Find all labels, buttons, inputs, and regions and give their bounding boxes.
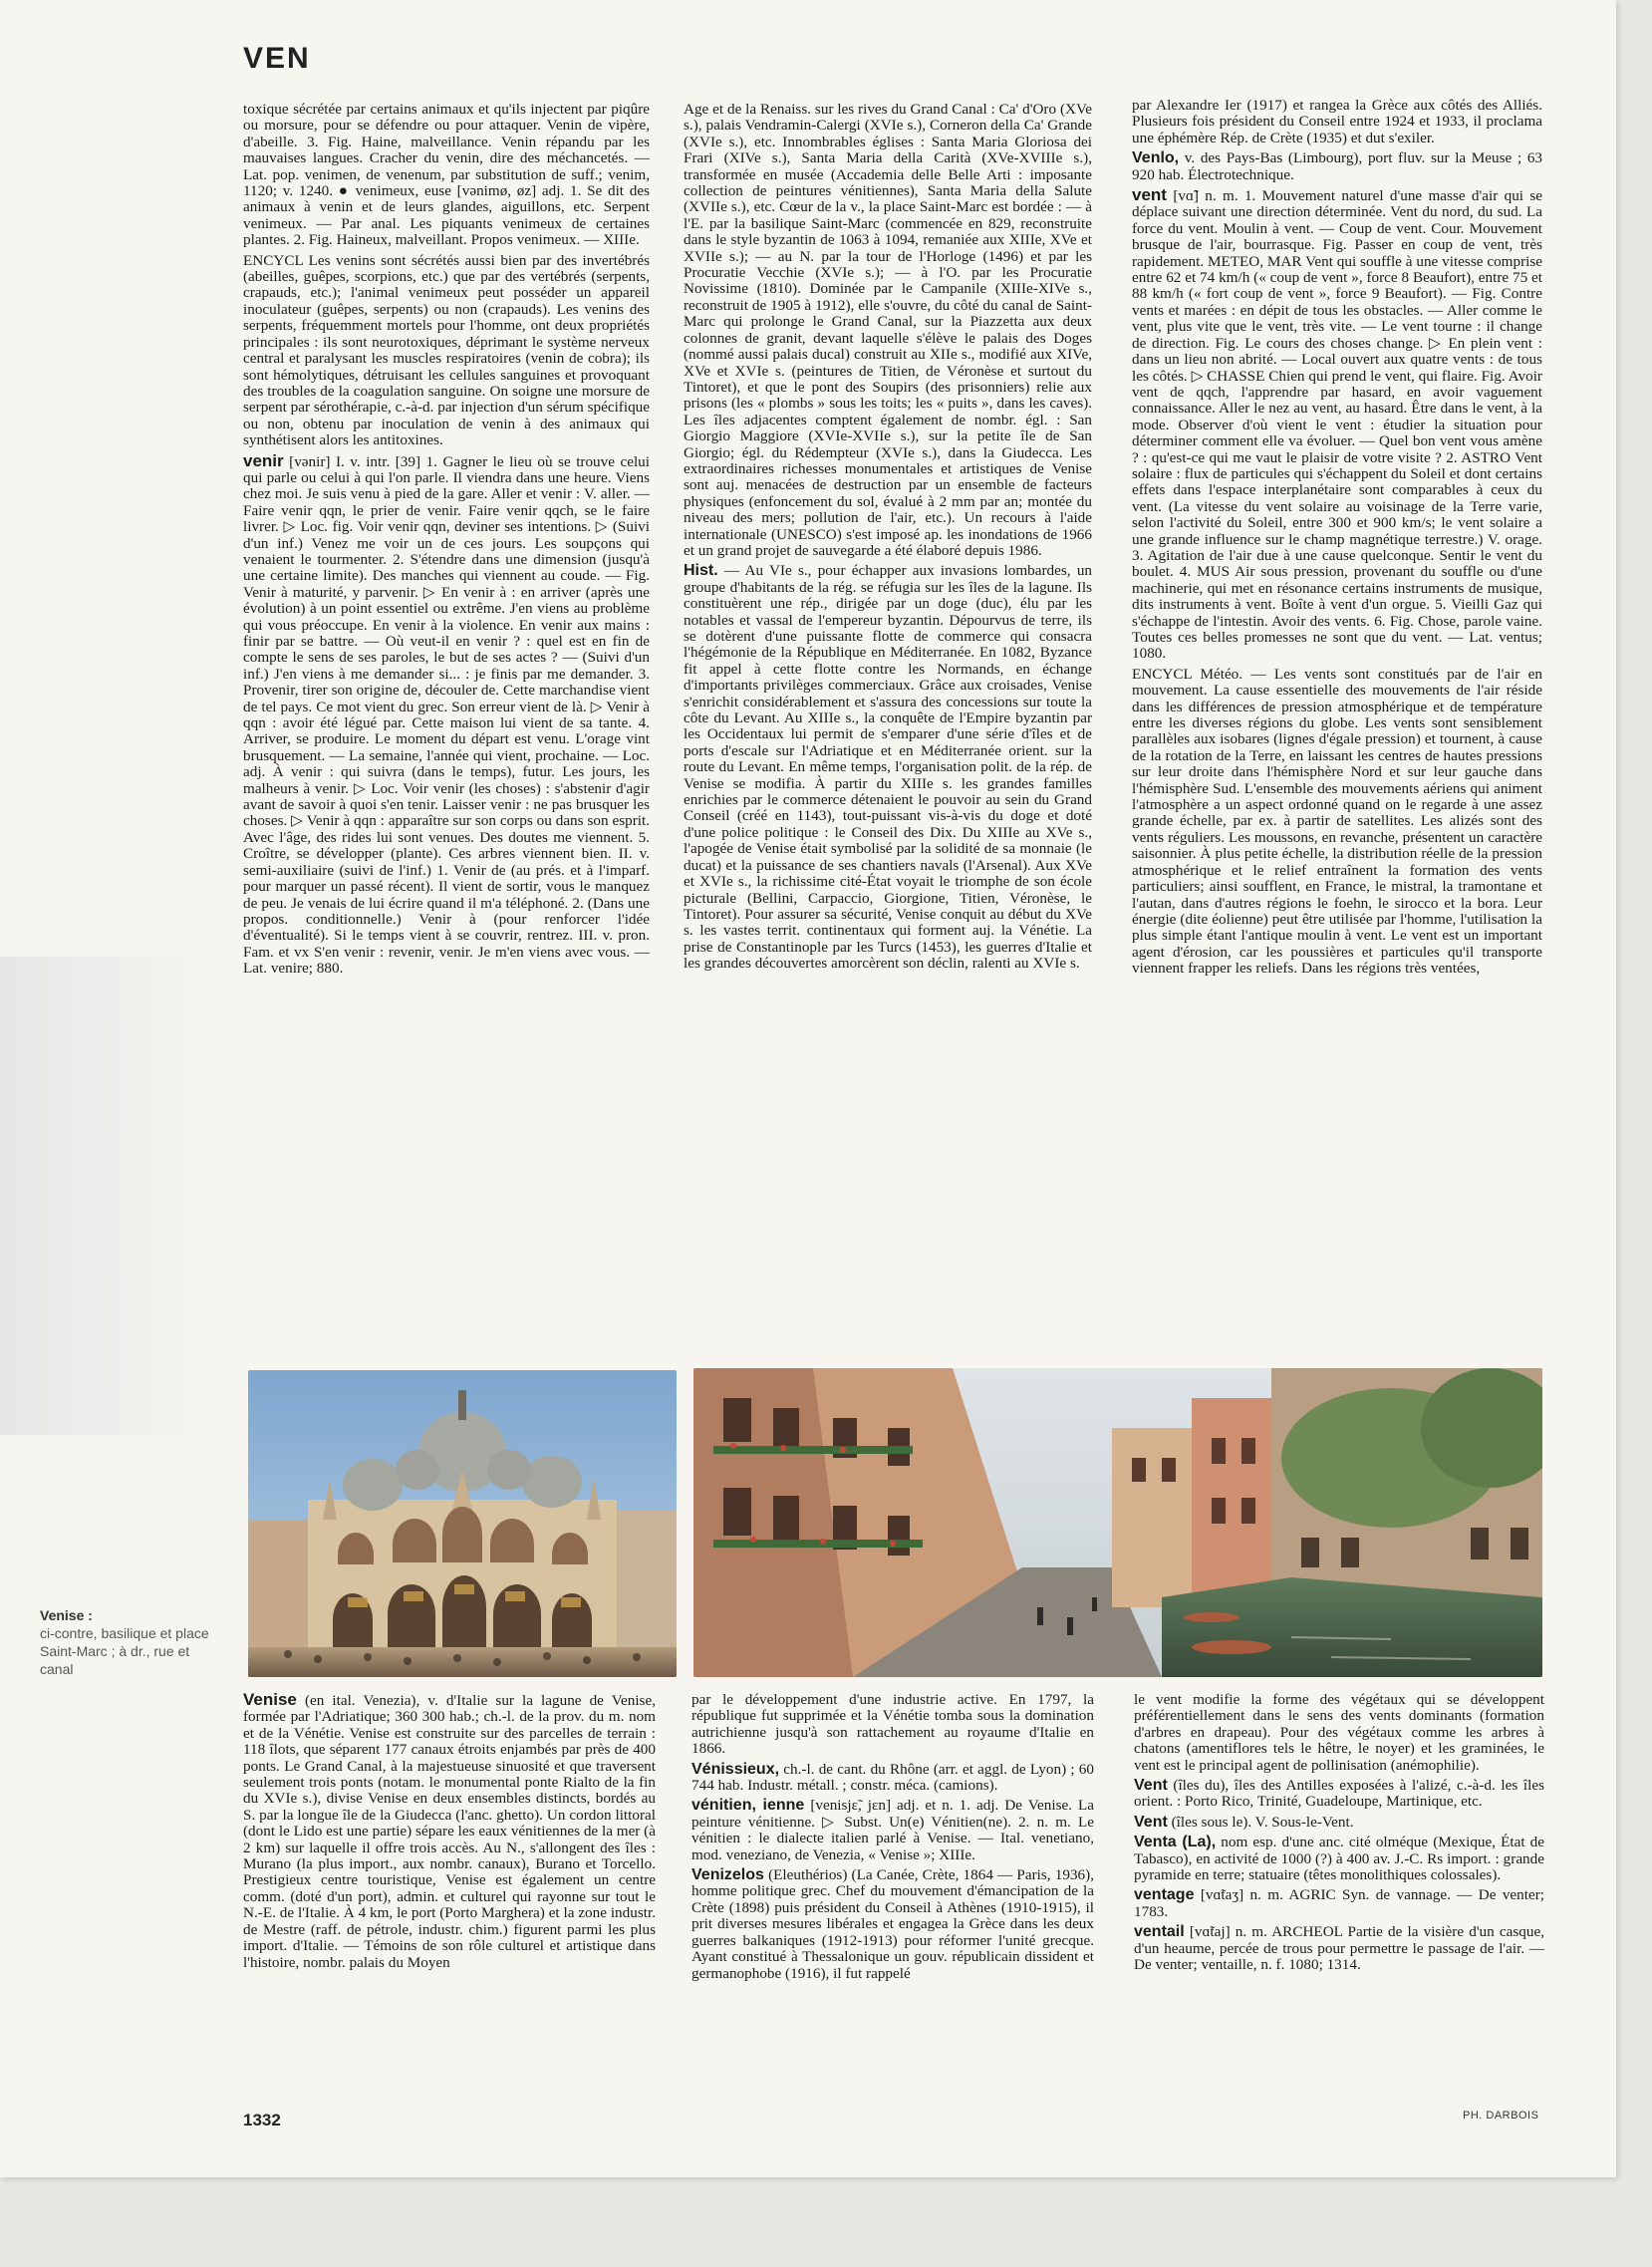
headword-venise: Venise xyxy=(243,1692,297,1709)
venizelos-continued: par Alexandre Ier (1917) et rangea la Grèce aux côtés des Alliés. Plusieurs fois président du Conseil entre 1924 et 1933, il proclama une éphémère Rép. de Crète (1935) et dut s'exiler. xyxy=(1132,98,1542,146)
column-1 xyxy=(243,102,650,1349)
venin-definition-end: toxique sécrétée par certains animaux et qu'ils injectent par piqûre ou morsure, pour se défendre ou pour attaquer. Venin de vipère, d'abeille. 3. Fig. Haine, malveillance. Venin répandu par les mauvaises langues. Cracher du venin, dire des méchancetés. — Lat. pop. venimen, de venenum, par substitution de suff.; venim, 1120; v. 1240. ● venimeux, euse [vənimø, øz] adj. 1. Se dit des animaux à venin et de leurs glandes, aiguillons, etc. Serpent venimeux. — Par anal. Les piquants venimeux de certaines plantes. 2. Fig. Haineux, malveillant. Propos venimeux. — XIIIe. xyxy=(243,102,650,249)
photo-caption xyxy=(40,1606,219,1678)
page-number: 1332 xyxy=(243,2111,281,2129)
ventage-entry xyxy=(1134,1887,1544,1920)
venta-definition: nom esp. d'une anc. cité olméque (Mexique, État de Tabasco), en activité de 1000 (?) à 400 av. J.-C. Rs import. : grande pyramide en terre; statuaire (têtes monolithiques colossales). xyxy=(1134,1834,1544,1884)
venir-definition: [vənir] I. v. intr. [39] 1. Gagner le lieu où se trouve celui qui parle ou celui à qui l'on parle. Il viendra dans une heure. Viens chez moi. Je suis venu à pied de la gare. Aller et venir : V. aller. — Faire venir qqn, le prier de venir. Faire venir qqch, se le faire livrer. ▷ Loc. fig. Voir venir qqn, deviner ses intentions. ▷ (Suivi d'un inf.) Venez me voir un de ces jours. Les soupçons qui venaient le tourmenter. 2. S'étendre dans une dimension (jusqu'à une certaine limite). Des manches qui viennent au coude. — Fig. Venir à maturité, y parvenir. ▷ En venir à : en arriver (après une évolution) à un point essentiel ou extrême. J'en viens au problème qui vous préoccupe. En venir à la violence. En venir aux mains : finir par se battre. — Où veut-il en venir ? : quel est en fin de compte le sens de ses paroles, le but de ses actes ? — (Suivi d'un inf.) J'en viens à me demander si... : je finis par me demander. 3. Provenir, tirer son origine de, découler de. Cette marchandise vient de tel pays. Ce mot vient du grec. Son erreur vient de là. ▷ Venir à qqn : avoir été légué par. Cette maison lui vient de sa tante. 4. Arriver, se produire. Le moment du départ est venu. L'orage vint brusquement. — La semaine, l'année qui vient, prochaine. — Loc. adj. À venir : qui suivra (dans le temps), futur. Les jours, les malheurs à venir. ▷ Loc. Voir venir (les choses) : s'abstenir d'agir avant de savoir à quoi s'en tenir. Laisser venir : ne pas brusquer les choses. ▷ Venir à qqn : apparaître sur son corps ou dans son esprit. Avec l'âge, des rides lui sont venues. Des doutes me viennent. 5. Croître, se développer (plante). Ces arbres viennent bien. II. v. semi-auxiliaire (suivi de l'inf.) 1. Venir de (au prés. et à l'imparf. pour marquer un passé récent). Il vient de sortir, vous le manquez de peu. Je venais de lui écrire quand il m'a téléphoné. 2. (Dans une propos. conditionnelle.) Venir à (pour renforcer l'idée d'éventualité). Si le temps vient à se couvrir, rentrez. III. v. pron. Fam. et vx S'en venir : revenir, venir. Je m'en viens avec vous. — Lat. venire; 880. xyxy=(243,452,650,978)
ventail-entry xyxy=(1134,1924,1544,1973)
canal-illustration xyxy=(693,1368,1542,1677)
vent-iles-du-definition: (îles du), îles des Antilles exposées à l'alizé, c.-à-d. les îles orient. : Porto Rico, Trinité, Guadeloupe, Martinique, etc. xyxy=(1134,1777,1544,1811)
venitien-definition: [venisjɛ̃, jɛn] adj. et n. 1. adj. De Venise. La peinture vénitienne. ▷ Subst. Un(e) Vénitien(ne). 2. n. m. Le vénitien : le dialecte italien parlé à Venise. — Ital. venetiano, mod. veneziano, de Venezia, « Venise »; XIIIe. xyxy=(691,1797,1094,1863)
venlo-definition: v. des Pays-Bas (Limbourg), port fluv. sur la Meuse ; 63 920 hab. Électrotechnique. xyxy=(1132,149,1542,183)
venta-entry xyxy=(1134,1835,1544,1883)
caption-title: Venise : xyxy=(40,1607,93,1623)
venise-entry xyxy=(243,1692,656,1971)
venise-definition: (en ital. Venezia), v. d'Italie sur la lagune de Venise, formée par l'Adriatique; 360 300 hab.; ch.-l. de la prov. du m. nom et de la Vénétie. Venise est construite sur des parcelles de terrain : 118 îlots, que séparent 177 canaux étroits enjambés par près de 400 ponts. Le Grand Canal, à la majestueuse sinuosité et que traversent seulement trois ponts (notam. le monumental ponte Rialto de la fin du XVIe s.), divise Venise en deux ensembles distincts, bordés au S. par la longue île de la Giudecca (l'anc. ghetto). Un cordon littoral (dont le Lido est une partie) sépare les eaux vénitiennes de la mer (à 2 km) sur laquelle il offre trois accès. Au N., s'allongent des îles : Murano (la plus import., aux nombr. canaux), Burano et Torcello. Prestigieux centre touristique, Venise est également un centre comm. (doté d'un port), admin. et culturel qui rayonne sur tout le N.-E. de l'Italie. À 4 km, le port (Porto Marghera) et la zone industr. de Mestre (raff. de pétrole, industr. chim.) figurent parmi les plus import. d'Italie. — Témoins de son rôle culturel et artistique dans l'histoire, nombr. palais du Moyen xyxy=(243,1692,656,1971)
column-3 xyxy=(1132,98,1542,1347)
headword-ventage: ventage xyxy=(1134,1886,1195,1904)
headword-vent: vent xyxy=(1132,185,1167,205)
headword-venta: Venta (La), xyxy=(1134,1834,1217,1851)
venissieux-entry xyxy=(691,1762,1094,1795)
venissieux-definition: ch.-l. de cant. du Rhône (arr. et aggl. de Lyon) ; 60 744 hab. Industr. métall. ; constr. méca. (camions). xyxy=(691,1760,1094,1795)
venise-history xyxy=(684,563,1092,972)
running-head: VEN xyxy=(243,42,311,75)
headword-venizelos: Venizelos xyxy=(691,1866,764,1884)
headword-venissieux: Vénissieux, xyxy=(691,1760,780,1778)
basilica-illustration xyxy=(248,1370,677,1677)
column-6 xyxy=(1134,1692,1544,2095)
headword-hist: Hist. xyxy=(684,562,718,580)
ventail-definition: [vɑ̃taj] n. m. ARCHEOL Partie de la visière d'un casque, d'un heaume, percée de trous pour permettre le passage de l'air. — De venter; ventaille, n. f. 1080; 1314. xyxy=(1134,1923,1544,1974)
venizelos-definition: (Eleuthérios) (La Canée, Crète, 1864 — Paris, 1936), homme politique grec. Chef du mouvement d'émancipation de la Crète (1898) puis président du Conseil à Athènes (1910-1915), il prit diverses mesures libérales et engagea la Grèce dans les deux guerres balkaniques (1912-1913) pour réformer l'unité grecque. Ayant constitué à Thessalonique un gouv. républicain dissident et germanophobe (1916), il fut rappelé xyxy=(691,1866,1094,1982)
headword-venir: venir xyxy=(243,450,284,470)
venlo-entry xyxy=(1132,150,1542,183)
headword-venitien: vénitien, ienne xyxy=(691,1797,805,1815)
page-edge-shadow xyxy=(0,957,199,1435)
photo-basilica-saint-marc xyxy=(248,1370,677,1677)
vent-definition: [vɑ̃] n. m. 1. Mouvement naturel d'une masse d'air qui se déplace suivant une direction déterminée. Vent du nord, du sud. La force du vent. Moulin à vent. — Coup de vent. Cour. Mouvement brusque de l'air, bourrasque. Fig. Passer en coup de vent, très rapidement. METEO, MAR Vent qui souffle à une vitesse comprise entre 62 et 74 km/h (« coup de vent », force 8 Beaufort), entre 75 et 88 km/h (« fort coup de vent », force 9 Beaufort). — Fig. Contre vents et marées : en dépit de tous les obstacles. — Aller comme le vent, plus vite que le vent, très vite. — Le vent tourne : il change de direction. Fig. Le cours des choses change. ▷ En plein vent : dans un lieu non abrité. — Local ouvert aux quatre vents : de tous les côtés. ▷ CHASSE Chien qui prend le vent, qui flaire. Fig. Avoir vent de qqch, l'apprendre par hasard, en avoir vaguement connaissance. Aller le nez au vent, au hasard. Être dans le vent, à la mode. Observer d'où vient le vent : étudier la situation pour déterminer comment elle va évoluer. — Quel bon vent vous amène ? : qu'est-ce qui me vaut le plaisir de votre visite ? 2. ASTRO Vent solaire : flux de particules qui s'échappent du Soleil et dont certains effets dans l'espace interplanétaire sont comparables à ceux du vent. (La vitesse du vent solaire au voisinage de la Terre varie, selon l'activité du Soleil, entre 300 et 900 km/s; le vent solaire a une grande influence sur le champ magnétique terrestre.) V. orage. 3. Agitation de l'air due à une cause quelconque. Sentir le vent du boulet. 4. MUS Air sous pression, provenant du souffle ou d'une machinerie, qui met en résonance certains instruments de musique, dits instruments à vent. Boîte à vent d'un orgue. 5. Vieilli Gaz qui s'échappe de l'intestin. Avoir des vents. 6. Fig. Chose, parole vaine. Toutes ces belles promesses ne sont que du vent. — Lat. ventus; 1080. xyxy=(1132,187,1542,663)
headword-ventail: ventail xyxy=(1134,1923,1185,1941)
vent-iles-sous-definition: (îles sous le). V. Sous-le-Vent. xyxy=(1171,1813,1354,1831)
venir-entry xyxy=(243,450,650,978)
vent-encyclopedia: ENCYCL Météo. — Les vents sont constitués par de l'air en mouvement. La cause essentielle des mouvements de l'air réside dans les différences de pression atmosphérique et de température entre les diverses régions du globe. Les vents sont sensiblement parallèles aux isobares (lignes d'égale pression) et tournent, à cause de la rotation de la Terre, en laissant les centres de hautes pressions sur leur droite dans l'hémisphère Nord et sur leur gauche dans l'hémisphère Sud. L'ensemble des mouvements aériens qui animent l'atmosphère a un aspect ordonné quand on le regarde à une assez grande échelle, par ex. à partir de satellites. Les alizés sont des vents réguliers. Les moussons, en revanche, présentent un caractère saisonnier. À plus petite échelle, la distribution réelle de la pression atmosphérique et le relief entraînent la formation des vents particuliers; ainsi soufflent, en France, le mistral, la tramontane et l'autan, dans d'autres régions le foehn, le sirocco et la bora. Leur énergie (dite éolienne) peut être utilisée par l'homme, l'utilisation la plus simple étant l'antique moulin à vent. Le vent est un important agent d'érosion, car les poussières et particules qu'il transporte viennent frapper les reliefs. Dans les régions très ventées, xyxy=(1132,665,1542,978)
vent-encyclopedia-end: le vent modifie la forme des végétaux qui se développent préférentiellement dans le sens des vents dominants (formation d'arbres en drapeau). Pour des végétaux comme les arbres à chatons (amentiflores tels le hêtre, le noyer) et les graminées, le vent est le principal agent de pollinisation (anémophilie). xyxy=(1134,1692,1544,1774)
venin-encyclopedia: ENCYCL Les venins sont sécrétés aussi bien par des invertébrés (abeilles, guêpes, scorpions, etc.) que par des vertébrés (serpents, crapauds, etc.); l'animal venimeux peut posséder un appareil inoculateur (guêpes, serpents) ou non (crapauds). Les venins des serpents, fréquemment mortels pour l'homme, ont deux propriétés principales : ils sont neurotoxiques, déprimant le système nerveux central et paralysant les muscles respiratoires (venin de cobra); ils sont hémolytiques, détruisant les cellules sanguines et provoquant des troubles de la coagulation sanguine. On soigne une morsure de serpent par sérothérapie, c.-à-d. par injection d'un sérum spécifique ou non, obtenu par inoculation de venin à des animaux qui synthétisent alors les antitoxines. xyxy=(243,251,650,449)
column-5 xyxy=(691,1692,1094,2097)
vent-entry xyxy=(1132,187,1542,663)
column-4 xyxy=(243,1692,656,2099)
photo-street-and-canal xyxy=(693,1368,1542,1677)
venizelos-entry xyxy=(691,1867,1094,1982)
venise-history-text: — Au VIe s., pour échapper aux invasions lombardes, un groupe d'habitants de la rég. se réfugia sur les îles de la lagune. Ils constituèrent une rép., dirigée par un doge (duc), élu par les notables et vassal de l'empereur byzantin. Dépourvus de terre, ils se dotèrent d'une puissante flotte de commerce qui consacra l'hégémonie de la République en Méditerranée. En 1082, Byzance fit appel à cette flotte contre les Normands, en échange d'importants privilèges commerciaux. Grâce aux croisades, Venise s'enrichit considérablement et s'assura des concessions sur toute la côte du Levant. Au XIIIe s., la conquête de l'Empire byzantin par les Occidentaux lui permit de s'emparer d'une série d'îles et de ports d'escale sur l'Adriatique et en Méditerranée orient. sur la route du Levant. En même temps, l'organisation polit. de la rép. de Venise se modifia. À partir du XIIIe s. les grandes familles enrichies par le commerce détenaient le pouvoir au sein du Grand Conseil (créé en 1143), tout-puissant vis-à-vis du doge et doté d'une police politique : le Conseil des Dix. Du XIIIe au XVe s., l'apogée de Venise était symbolisé par la solidité de sa monnaie (le ducat) et la puissance de ses chantiers navals (l'Arsenal). Aux XVe et XVIe s., la richissime cité-État voyait le triomphe de son école picturale (Bellini, Carpaccio, Giorgione, Titien, Véronèse, le Tintoret). Pour assurer sa sécurité, Venise conquit au début du XVe s. les vastes territ. continentaux qui forment auj. la Vénétie. La prise de Constantinople par les Turcs (1453), les guerres d'Italie et les grandes découvertes amorcèrent son déclin, ralenti au XVIe s. xyxy=(684,562,1092,973)
vent-iles-sous-entry xyxy=(1134,1815,1544,1831)
headword-vent-iles-sous: Vent xyxy=(1134,1813,1168,1831)
column-2 xyxy=(684,102,1092,1345)
venise-monuments: Age et de la Renaiss. sur les rives du Grand Canal : Ca' d'Oro (XVe s.), palais Vendramin-Calergi (XVIe s.), Corneron della Ca' Grande (XVIe s.), etc. Innombrables églises : Santa Maria Gloriosa dei Frari (XIVe s.), Santa Maria della Carità (XVe-XVIIIe s.), transformée en musée (Accademia delle Belle Arti : imposante collection de peintures vénitiennes), Santa Maria della Salute (XVIIe s.), etc. Cœur de la v., la place Saint-Marc est bordée : — à l'E. par la basilique Saint-Marc (commencée en 829, reconstruite dans le style byzantin de 1063 à 1094, remaniée aux XIIIe, XVe et XVIIe s.); — au N. par la tour de l'Horloge (1496) et par les Procuratie Vecchie (XVIe s.); — à l'O. par les Procuratie Novissime (1810). Dominée par le Campanile (XIIIe-XIVe s., reconstruit de 1905 à 1912), elle s'ouvre, du côté du canal de Saint-Marc qui prolonge le Grand Canal, sur la Piazzetta aux deux colonnes de granit, devant laquelle s'élève le palais des Doges (nommé aussi palais ducal) construit au XIIe s., modifié aux XIVe, XVe et XVIe s. (peintures de Titien, de Véronèse et surtout du Tintoret), et que le pont des Soupirs (des prisonniers) relie aux prisons (les « plombs » sous les toits; les « puits », dans les caves). Les îles adjacentes comptent également de nombr. égl. : San Giorgio Maggiore (XVIe-XVIIe s.), sur la petite île de San Giorgio; égl. du Rédempteur (XVIe s.), dans la Giudecca. Les extraordinaires richesses monumentales et artistiques de Venise sont auj. menacées de destruction par un ensemble de facteurs physiques (enfoncement du sol, évalué à 2 mm par an; montée du niveau des mers; pollution de l'air, etc.). Un recours à l'aide internationale (UNESCO) s'est imposé ap. les inondations de 1966 et un grand projet de sauvegarde a été élaboré depuis 1986. xyxy=(684,102,1092,559)
photo-credit: PH. DARBOIS xyxy=(1463,2110,1539,2122)
caption-body: ci-contre, basilique et place Saint-Marc ; à dr., rue et canal xyxy=(40,1625,209,1677)
ventage-definition: [vɑ̃taʒ] n. m. AGRIC Syn. de vannage. — De venter; 1783. xyxy=(1134,1886,1544,1920)
venitien-entry xyxy=(691,1798,1094,1863)
headword-vent-iles-du: Vent xyxy=(1134,1777,1168,1795)
headword-venlo: Venlo, xyxy=(1132,149,1180,167)
venise-history-end: par le développement d'une industrie active. En 1797, la république fut supprimée et la Vénétie tomba sous la domination autrichienne jusqu'à son rattachement au royaume d'Italie en 1866. xyxy=(691,1692,1094,1758)
vent-iles-du-entry xyxy=(1134,1778,1544,1811)
